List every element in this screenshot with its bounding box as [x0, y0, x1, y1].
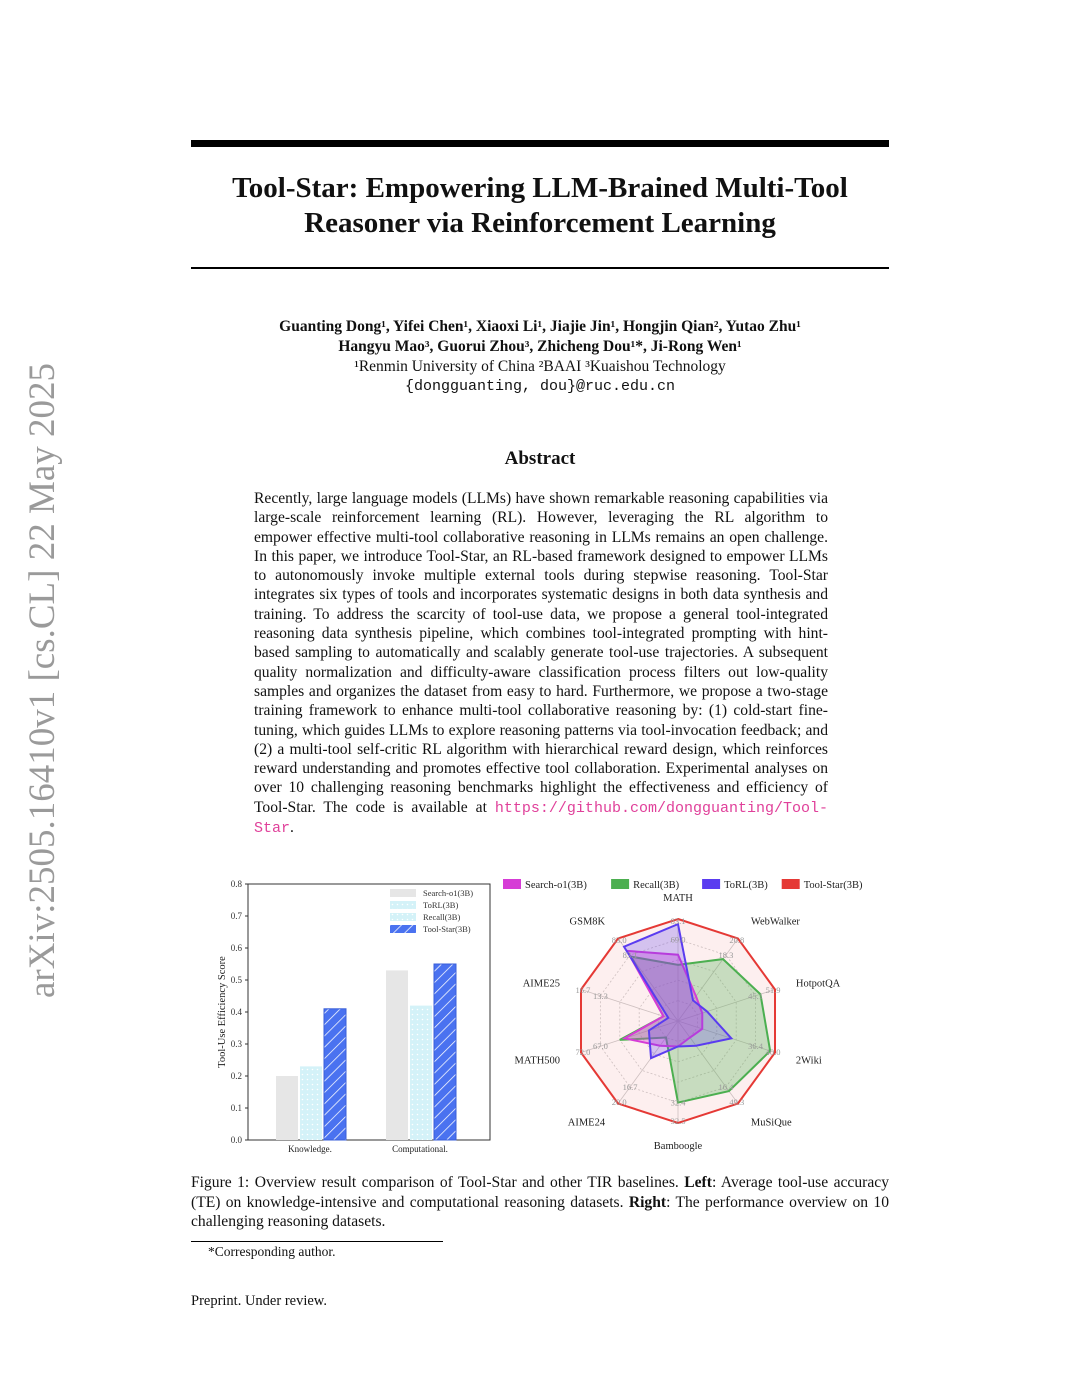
y-tick-label: 0.3	[230, 1039, 242, 1049]
legend-label: Tool-Star(3B)	[803, 880, 863, 891]
y-tick-label: 0.5	[230, 975, 242, 985]
bar	[386, 970, 408, 1140]
axis-value-label: 36.4	[748, 1041, 764, 1052]
legend-swatch	[702, 879, 720, 889]
axis-value-label: 40.0	[765, 1046, 781, 1057]
axis-value-label: 32.5	[670, 1115, 686, 1126]
axis-label: Bamboogle	[653, 1141, 703, 1152]
bar	[276, 1076, 298, 1140]
legend-swatch	[390, 889, 416, 897]
code-link[interactable]: https://github.com/dongguanting/Tool-Star	[254, 799, 828, 838]
caption-right-text: : The performance overview on 10 challenging reasoning datasets.	[191, 1193, 889, 1230]
bar	[410, 1006, 432, 1140]
bar-chart	[205, 872, 500, 1162]
axis-value-label: 51.9	[765, 985, 781, 996]
paper-title: Tool-Star: Empowering LLM-Brained Multi-Tool Reasoner via Reinforcement Learning	[232, 172, 848, 239]
axis-label: GSM8K	[569, 916, 606, 928]
arxiv-sidebar	[18, 360, 68, 1000]
axis-label: AIME24	[567, 1117, 606, 1129]
axis-value-label: 49.3	[729, 1096, 745, 1107]
axis-value-label: 16.7	[622, 1082, 638, 1093]
axis-value-label: 20.8	[729, 935, 745, 946]
axis-label: MuSiQue	[750, 1117, 792, 1129]
axis-value-label: 83.0	[611, 935, 627, 946]
legend-label: Recall(3B)	[423, 912, 461, 922]
axis-value-label: 18.3	[718, 949, 734, 960]
axis-value-label: 16.4	[718, 1082, 734, 1093]
axis-label: MATH	[663, 893, 693, 904]
y-tick-label: 0.8	[230, 879, 242, 889]
radar-chart	[495, 872, 895, 1162]
legend-swatch	[782, 879, 800, 889]
axis-value-label: 72.0	[575, 1046, 591, 1057]
axis-label: WebWalker	[750, 916, 800, 928]
legend-label: Recall(3B)	[633, 880, 680, 891]
x-tick-label: Computational.	[392, 1144, 448, 1154]
legend-label: ToRL(3B)	[423, 900, 459, 910]
y-tick-label: 0.1	[230, 1103, 242, 1113]
legend-swatch	[503, 879, 521, 889]
axis-value-label: 45.1	[748, 990, 764, 1001]
legend-label: ToRL(3B)	[724, 880, 768, 891]
axis-label: 2Wiki	[795, 1055, 822, 1067]
title-rule-top	[191, 140, 889, 147]
x-tick-label: Knowledge.	[288, 1144, 332, 1154]
y-tick-label: 0.0	[230, 1135, 242, 1145]
footnote: *Corresponding author.	[208, 1244, 336, 1259]
legend-swatch	[390, 925, 416, 933]
abstract-body: Recently, large language models (LLMs) have shown remarkable reasoning capabilities via large-scale reinforcement learning (RL). However, leveraging the RL algorithm to empower effective multi-tool collaborative reasoning in LLMs remains an open challenge. In this paper, we introduce Tool-Star, an RL-based framework designed to empower LLMs to autonomously invoke multiple external tools during stepwise reasoning. Tool-Star integrates six types of tools and incorporates systematic designs in both data synthesis and training. To address the scarcity of tool-use data, we propose a general tool-integrated reasoning data synthesis pipeline, which combines tool-integrated prompting with hint-based sampling to automatically and scalably generate tool-use trajectories. A subsequent quality normalization and difficulty-aware classification process filters out low-quality samples and organizes the dataset from easy to hard. Furthermore, we propose a two-stage training framework to enhance multi-tool collaborative reasoning by: (1) cold-start fine-tuning, which guides LLMs to explore reasoning patterns via tool-invocation feedback; and (2) a multi-tool self-critic RL algorithm with hierarchical reward design, which reinforces reward understanding and promotes effective tool collaboration. Experimental analyses on over 10 challenging reasoning benchmarks highlight the effectiveness and efficiency of Tool-Star. The code is available at https://github.com/dongguanting/Tool-Star.	[254, 490, 828, 838]
email: {dongguanting, dou}@ruc.edu.cn	[404, 378, 676, 395]
authors-line-2: Hangyu Mao³, Guorui Zhou³, Zhicheng Dou¹*, Ji-Rong Wen¹	[338, 338, 742, 355]
abstract-heading: Abstract	[504, 448, 576, 469]
y-tick-label: 0.7	[230, 911, 242, 921]
axis-label: AIME25	[522, 978, 561, 990]
author-block	[191, 317, 889, 397]
axis-label: HotpotQA	[795, 978, 841, 990]
legend-label: Tool-Star(3B)	[423, 924, 471, 934]
bar	[324, 1009, 346, 1140]
legend-swatch	[390, 913, 416, 921]
legend-label: Search-o1(3B)	[423, 888, 474, 898]
axis-value-label: 16.7	[575, 985, 591, 996]
caption-prefix: Figure 1: Overview result comparison of Tool-Star and other TIR baselines.	[191, 1174, 685, 1191]
abstract-text: Recently, large language models (LLMs) have shown remarkable reasoning capabilities via large-scale reinforcement learning (RL). However, leveraging the RL algorithm to empower effective multi-tool collaborative reasoning in LLMs remains an open challenge. In this paper, we introduce Tool-Star, an RL-based framework designed to empower LLMs to autonomously invoke multiple external tools during stepwise reasoning. Tool-Star integrates six types of tools and incorporates systematic designs in both data synthesis and training. To address the scarcity of tool-use data, we propose a general tool-integrated reasoning data synthesis pipeline, which combines tool-integrated prompting with hint-based sampling to automatically and scalably generate tool-use trajectories. A subsequent quality normalization and difficulty-aware classification process filters out low-quality samples and organizes the dataset from easy to hard. Furthermore, we propose a two-stage training framework to enhance multi-tool collaborative reasoning by: (1) cold-start fine-tuning, which guides LLMs to explore reasoning patterns via tool-invocation feedback; and (2) a multi-tool self-critic RL algorithm with hierarchical reward design, which reinforces reward understanding and promotes effective tool collaboration. Experimental analyses on over 10 challenging reasoning benchmarks highlight the effectiveness and efficiency of Tool-Star. The code is available at	[254, 490, 828, 816]
affiliations: ¹Renmin University of China ²BAAI ³Kuaishou Technology	[354, 358, 726, 375]
axis-value-label: 83.1	[670, 916, 686, 927]
title-rule-bottom	[191, 267, 889, 269]
legend-swatch	[390, 901, 416, 909]
bar	[300, 1066, 322, 1140]
legend-label: Search-o1(3B)	[525, 880, 587, 891]
y-tick-label: 0.6	[230, 943, 242, 953]
bar	[434, 964, 456, 1140]
axis-value-label: 83.1	[622, 949, 638, 960]
y-tick-label: 0.4	[230, 1007, 242, 1017]
caption-right-label: Right	[628, 1193, 667, 1211]
axis-value-label: 32.4	[670, 1097, 686, 1108]
arxiv-id: arXiv:2505.16410v1 [cs.CL] 22 May 2025	[22, 362, 64, 998]
caption-left-label: Left	[684, 1174, 712, 1191]
footnote-rule	[191, 1241, 443, 1242]
caption-left-text: : Average tool-use accuracy (TE) on knowledge-intensive and computational reasoning datasets.	[191, 1174, 889, 1211]
axis-value-label: 20.0	[611, 1096, 627, 1107]
y-tick-label: 0.2	[230, 1071, 242, 1081]
legend-swatch	[611, 879, 629, 889]
axis-value-label: 67.0	[592, 1041, 608, 1052]
axis-label: MATH500	[514, 1055, 561, 1067]
authors-line-1: Guanting Dong¹, Yifei Chen¹, Xiaoxi Li¹, Jiajie Jin¹, Hongjin Qian², Yutao Zhu¹	[279, 318, 801, 335]
axis-value-label: 69.0	[670, 934, 686, 945]
footer: Preprint. Under review.	[191, 1293, 327, 1309]
figure-caption	[191, 1173, 889, 1232]
y-axis-label: Tool-Use Efficiency Score	[217, 956, 228, 1068]
axis-value-label: 13.3	[592, 990, 608, 1001]
